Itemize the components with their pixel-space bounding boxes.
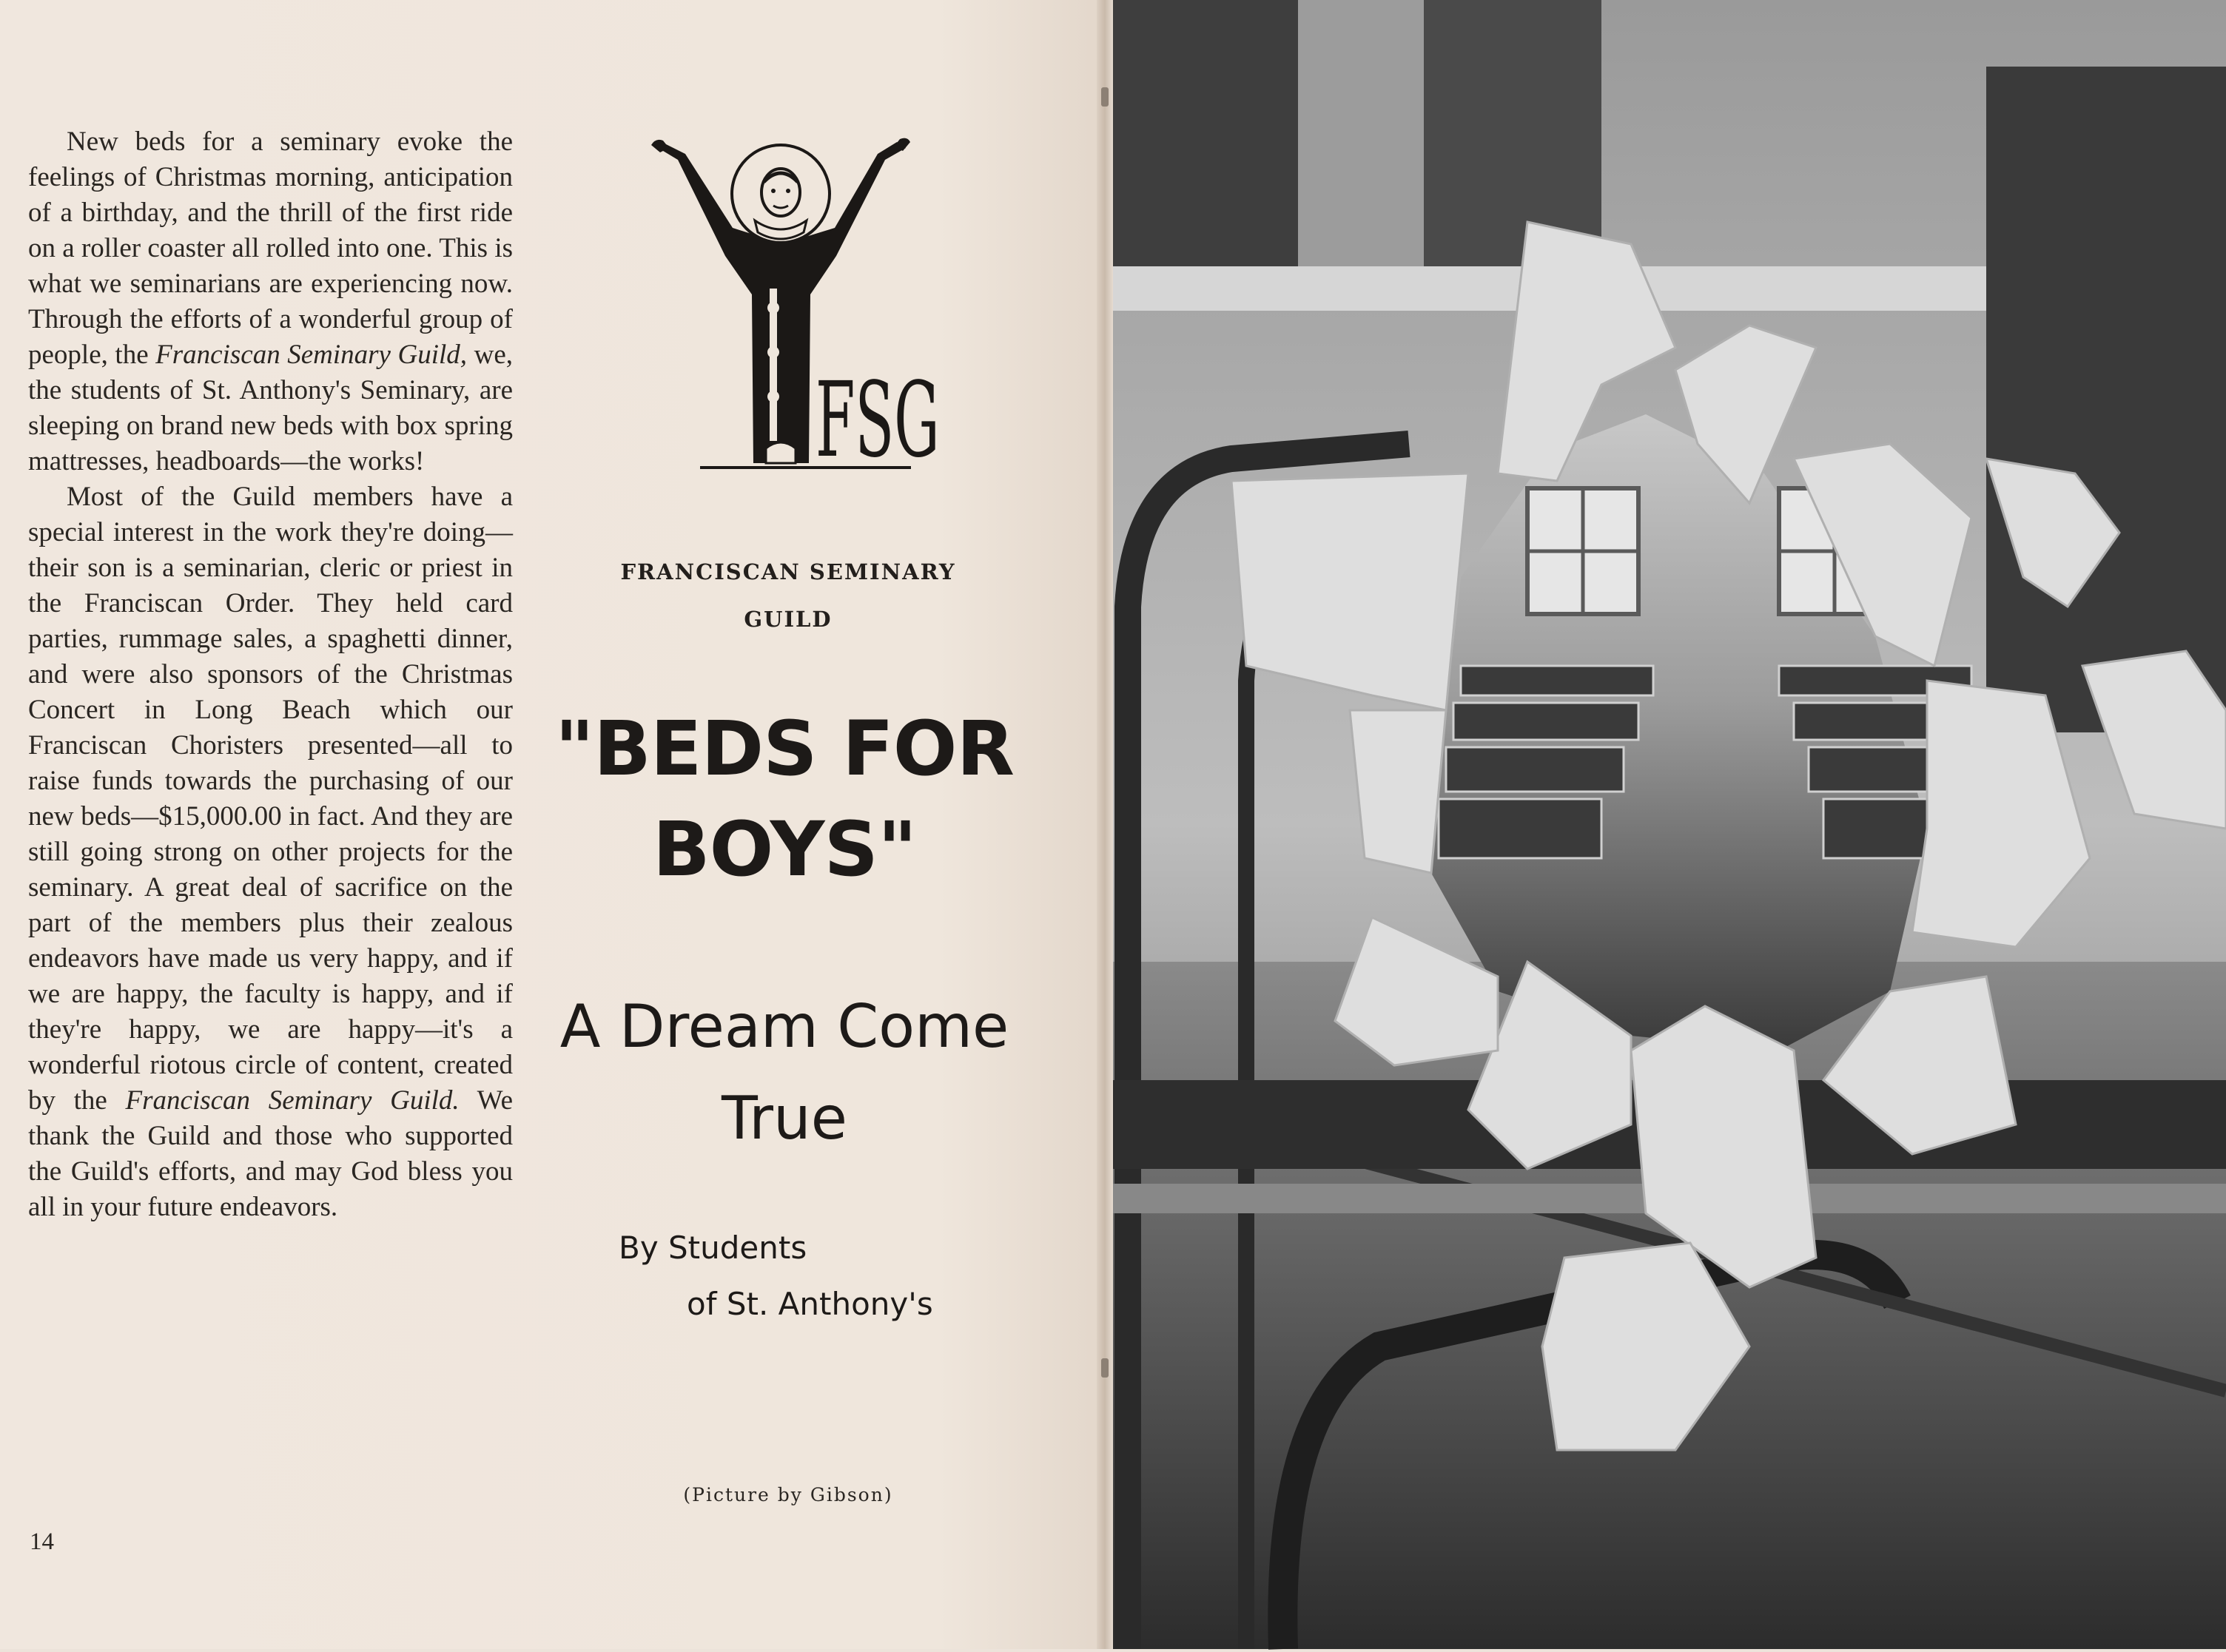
guild-name-line-2: GUILD <box>744 607 833 632</box>
subtitle-line-2: True <box>722 1084 847 1153</box>
paragraph-1 <box>28 124 513 479</box>
paragraph-1-italic: Franciscan Seminary Guild, <box>155 340 468 370</box>
paragraph-2 <box>28 479 513 1225</box>
guild-name-line-1: FRANCISCAN SEMINARY <box>620 559 956 584</box>
paragraph-1-text-a: New beds for a seminary evoke the feelings of Christmas morning, anticipation of a birthday, and the thrill of the first ride on a roller coaster all rolled into one. This is what we seminarians are experiencing now. Through the efforts of a wonderful group of people, the <box>28 127 513 370</box>
paragraph-2-italic: Franciscan Seminary Guild. <box>125 1085 460 1116</box>
staple <box>1101 87 1109 107</box>
dormitory-beds-photo <box>1113 0 2226 1649</box>
binding-gutter <box>1097 0 1113 1649</box>
page-number: 14 <box>30 1528 54 1555</box>
byline-line-2: of St. Anthony's <box>687 1286 933 1322</box>
staple <box>1101 1358 1109 1378</box>
logo-letters: FSG <box>816 359 940 481</box>
paragraph-1-text-b: we, the students of St. Anthony's Seminary, are sleeping on brand new beds with box spring mattresses, headboards—the works! <box>28 340 513 476</box>
left-page <box>0 0 1103 1649</box>
headline-line-1: "BEDS FOR <box>554 705 1015 793</box>
friar-with-raised-arms-logo <box>651 138 940 485</box>
paragraph-2-text-b: We thank the Guild and those who supported the Guild's efforts, and may God bless you all in your future endeavors. <box>28 1085 513 1222</box>
byline-line-1: By Students <box>619 1230 807 1266</box>
photo-credit: (Picture by Gibson) <box>683 1484 893 1506</box>
paragraph-2-text-a: Most of the Guild members have a special interest in the work they're doing—their son is a seminarian, cleric or priest in the Franciscan Order. They held card parties, rummage sales, a spaghetti dinner, and were also sponsors of the Christmas Concert in Long Beach which our Franciscan Choristers presented—all to raise funds towards the purchasing of our new beds—$15,000.00 in fact. And they are still going strong on other projects for the seminary. A great deal of sacrifice on the part of the members plus their zealous endeavors have made us very happy, and if we are happy, the faculty is happy, and if they're happy, we are happy—it's a wonderful riotous circle of content, created by the <box>28 482 513 1116</box>
headline-line-2: BOYS" <box>652 806 917 894</box>
article-body <box>28 124 513 1225</box>
subtitle-line-1: A Dream Come <box>559 992 1009 1061</box>
